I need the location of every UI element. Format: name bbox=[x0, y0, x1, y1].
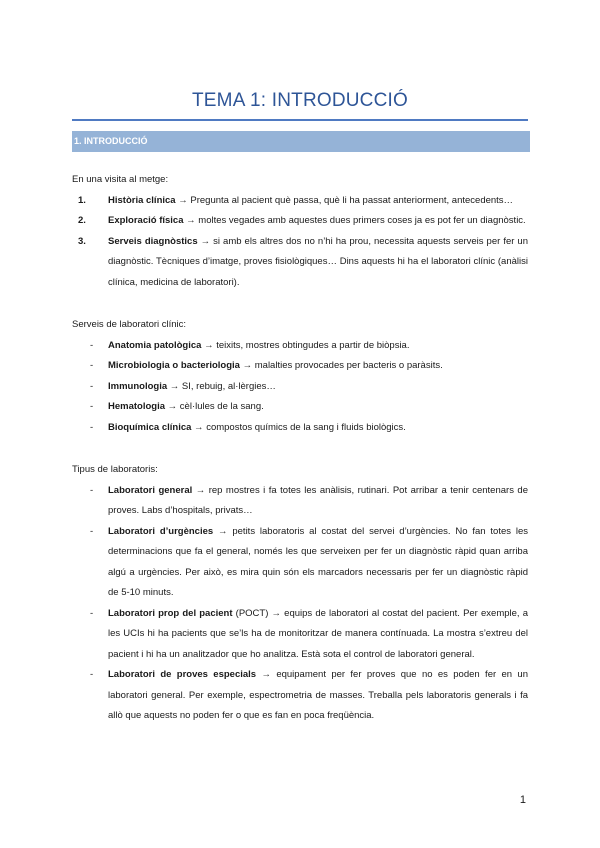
item-term: Laboratori general bbox=[108, 484, 193, 496]
dash-marker: - bbox=[90, 607, 94, 619]
dash-marker: - bbox=[90, 401, 94, 412]
item-text: → equipament per fer proves que no es poden fer en un laboratori general. Per exemple, espectrometria de masses. Treballa pels laboratoris generals i fa allò que aquests no poden fer o que es fan en poca freqüència. bbox=[108, 669, 528, 721]
item-number: 1. bbox=[78, 194, 86, 206]
dash-marker: - bbox=[90, 360, 94, 371]
services-heading: Serveis de laboratori clínic: bbox=[72, 319, 187, 330]
page-number: 1 bbox=[519, 794, 526, 806]
item-term: Immunologia bbox=[108, 380, 168, 392]
list-item bbox=[72, 336, 528, 357]
item-text: → si amb els altres dos no n’hi ha prou, necessita aquests serveis per fer un diagnòstic. Tècniques d’imatge, proves fisiològiques… Dins aquests hi ha el laboratori clínic (anàlisi clínica, medicina de laboratori). bbox=[108, 235, 528, 288]
item-text: → petits laboratoris al costat del servei d’urgències. No fan totes les determinacions que fa el general, només les que serveixen per fer un diagnòstic ràpid quan arriba algú a urgències. Per això, es mira quin són els marcadors necessaris per fer un diagnòstic ràpid de 5-10 minuts. bbox=[108, 525, 529, 598]
item-term: Hematologia bbox=[108, 401, 166, 412]
services-list bbox=[72, 336, 528, 439]
item-text: → moltes vegades amb aquestes dues primers coses ja es pot fer un diagnòstic. bbox=[183, 215, 526, 226]
list-item bbox=[72, 418, 528, 439]
types-heading: Tipus de laboratoris: bbox=[72, 464, 158, 475]
list-item bbox=[72, 397, 528, 418]
visit-list bbox=[72, 191, 528, 294]
item-text: → cèl·lules de la sang. bbox=[165, 401, 264, 412]
dash-marker: - bbox=[90, 669, 94, 680]
item-text: → Pregunta al pacient què passa, què li ha passat anteriorment, antecedents… bbox=[175, 194, 514, 206]
dash-marker: - bbox=[90, 339, 94, 351]
item-term: Història clínica bbox=[108, 194, 176, 206]
types-list bbox=[72, 481, 528, 727]
item-text: → teixits, mostres obtingudes a partir de biòpsia. bbox=[201, 339, 410, 351]
body-content bbox=[72, 170, 528, 727]
list-item bbox=[72, 211, 528, 232]
item-text: → malalties provocades per bacteris o paràsits. bbox=[239, 360, 443, 371]
section-heading: 1. INTRODUCCIÓ bbox=[74, 136, 148, 146]
item-term: Anatomia patològica bbox=[108, 339, 202, 351]
item-number: 2. bbox=[78, 215, 86, 226]
title-underline bbox=[72, 119, 528, 121]
item-text: → compostos químics de la sang i fluids biològics. bbox=[191, 421, 406, 433]
dash-marker: - bbox=[90, 421, 94, 433]
item-term: Laboratori de proves especials bbox=[108, 669, 257, 680]
item-term: Microbiologia o bacteriologia bbox=[108, 360, 240, 371]
list-item bbox=[72, 377, 528, 398]
list-item bbox=[72, 356, 528, 377]
dash-marker: - bbox=[90, 380, 94, 392]
item-term: Bioquímica clínica bbox=[108, 421, 192, 433]
list-item bbox=[72, 191, 528, 212]
list-item bbox=[72, 665, 528, 727]
list-item bbox=[72, 232, 528, 294]
section-heading-bar bbox=[72, 131, 530, 152]
list-item bbox=[72, 522, 528, 604]
item-number: 3. bbox=[78, 235, 86, 247]
item-text: → SI, rebuig, al·lèrgies… bbox=[167, 380, 276, 392]
page-title: TEMA 1: INTRODUCCIÓ bbox=[192, 90, 408, 111]
list-item bbox=[72, 604, 528, 666]
dash-marker: - bbox=[90, 484, 94, 496]
item-term: Exploració física bbox=[108, 215, 184, 226]
item-term: Serveis diagnòstics bbox=[108, 235, 198, 247]
item-text: (POCT) → equips de laboratori al costat del pacient. Per exemple, a les UCIs hi ha pacients que se’ls ha de monitoritzar de manera contínuada. La mostra s’extreu del pacient i hi ha un analitzador que ho analitza. Està sota el control de laboratori general. bbox=[108, 607, 528, 660]
item-term: Laboratori prop del pacient bbox=[108, 607, 233, 619]
dash-marker: - bbox=[90, 525, 94, 537]
item-text: → rep mostres i fa totes les anàlisis, rutinari. Pot arribar a tenir centenars de proves. Labs d’hospitals, privats… bbox=[108, 484, 528, 516]
item-term: Laboratori d’urgències bbox=[108, 525, 214, 537]
list-item bbox=[72, 481, 528, 522]
intro-text: En una visita al metge: bbox=[72, 174, 169, 185]
